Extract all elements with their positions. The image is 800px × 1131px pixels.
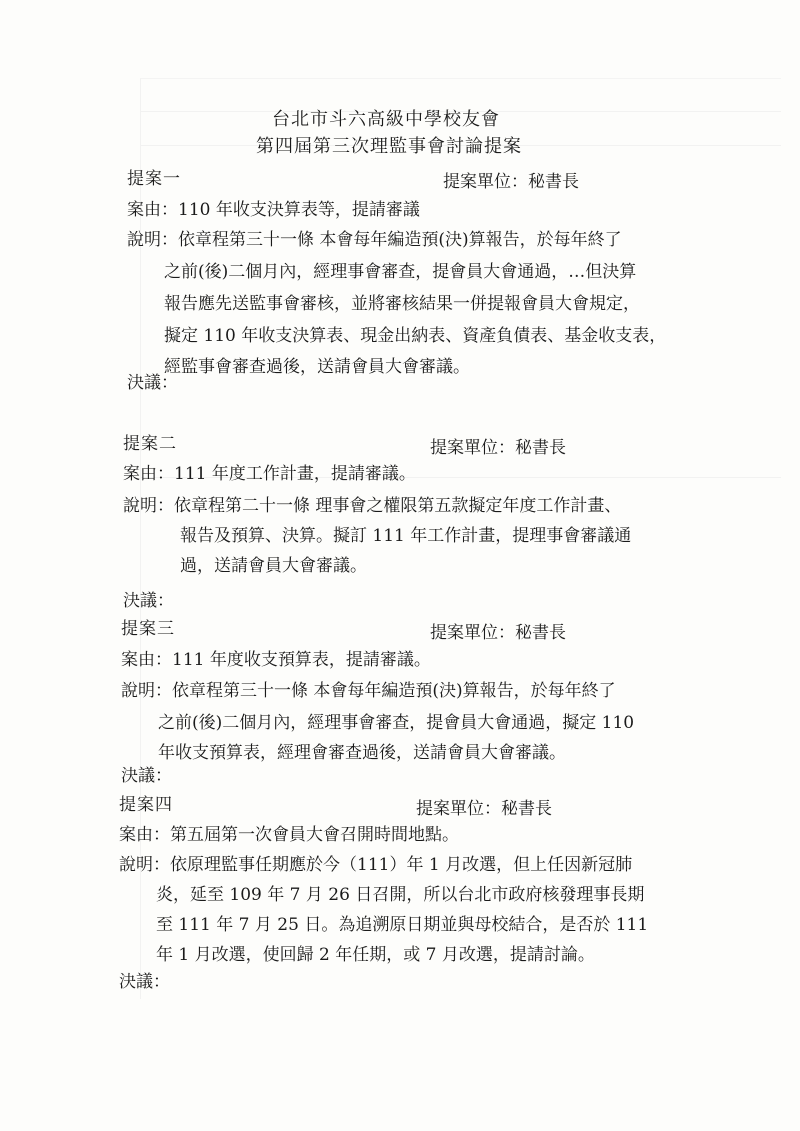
proposal-4-explain-line: 至 111 年 7 月 25 日。為追溯原日期並與母校結合，是否於 111 bbox=[156, 915, 649, 935]
proposal-1-heading: 提案一 bbox=[127, 169, 181, 189]
proposal-1-explain-line: 說明：依章程第三十一條 本會每年編造預(決)算報告，於每年終了 bbox=[127, 230, 622, 250]
proposal-1-explain-line: 之前(後)二個月內，經理事會審查，提會員大會通過，…但決算 bbox=[164, 262, 637, 282]
proposal-3-explain-line: 之前(後)二個月內，經理事會審查，提會員大會通過，擬定 110 bbox=[158, 713, 635, 733]
proposal-2-explain-line: 過，送請會員大會審議。 bbox=[180, 556, 367, 576]
proposal-3-unit: 提案單位：秘書長 bbox=[430, 623, 566, 643]
proposal-2-reason: 案由：111 年度工作計畫，提請審議。 bbox=[123, 464, 416, 484]
proposal-4-reason: 案由：第五屆第一次會員大會召開時間地點。 bbox=[119, 825, 459, 845]
proposal-3-explain-line: 年收支預算表，經理會審查過後，送請會員大會審議。 bbox=[158, 743, 566, 763]
document-subtitle: 第四屆第三次理監事會討論提案 bbox=[256, 136, 522, 157]
proposal-4-explain-line: 炎，延至 109 年 7 月 26 日召開，所以台北市政府核發理事長期 bbox=[156, 885, 645, 905]
proposal-4-resolution: 決議： bbox=[119, 972, 170, 992]
proposal-2-explain-line: 報告及預算、決算。擬訂 111 年工作計畫，提理事會審議通 bbox=[180, 526, 632, 546]
proposal-4-unit: 提案單位：秘書長 bbox=[416, 799, 552, 819]
proposal-1-explain-line: 擬定 110 年收支決算表、現金出納表、資產負債表、基金收支表， bbox=[164, 326, 667, 346]
proposal-1-resolution: 決議： bbox=[127, 373, 178, 393]
proposal-3-reason: 案由：111 年度收支預算表，提請審議。 bbox=[121, 650, 431, 670]
proposal-4-explain-line: 說明：依原理監事任期應於今（111）年 1 月改選，但上任因新冠肺 bbox=[119, 855, 633, 875]
proposal-2-unit: 提案單位：秘書長 bbox=[430, 438, 566, 458]
proposal-1-reason: 案由：110 年收支決算表等，提請審議 bbox=[127, 200, 420, 220]
proposal-2-explain-line: 說明：依章程第二十一條 理事會之權限第五款擬定年度工作計畫、 bbox=[123, 496, 622, 516]
proposal-4-explain-line: 年 1 月改選，使回歸 2 年任期，或 7 月改選，提請討論。 bbox=[156, 945, 595, 965]
proposal-1-explain-line: 報告應先送監事會審核，並將審核結果一併提報會員大會規定， bbox=[164, 294, 640, 314]
proposal-2-heading: 提案二 bbox=[123, 434, 177, 454]
proposal-1-unit: 提案單位：秘書長 bbox=[443, 172, 579, 192]
proposal-1-explain-line: 經監事會審查過後，送請會員大會審議。 bbox=[164, 357, 470, 377]
proposal-3-explain-line: 說明：依章程第三十一條 本會每年編造預(決)算報告，於每年終了 bbox=[121, 681, 616, 701]
proposal-3-heading: 提案三 bbox=[121, 619, 175, 639]
document-title: 台北市斗六高級中學校友會 bbox=[272, 109, 500, 130]
proposal-2-resolution: 決議： bbox=[123, 591, 174, 611]
proposal-4-heading: 提案四 bbox=[119, 795, 173, 815]
proposal-3-resolution: 決議： bbox=[121, 766, 172, 786]
